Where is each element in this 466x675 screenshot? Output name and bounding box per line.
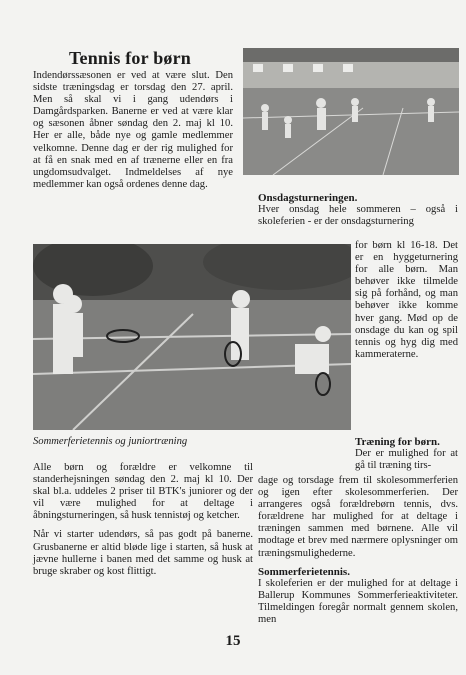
sommer-heading: Sommerferietennis. <box>258 566 350 578</box>
traening-narrow-column <box>355 436 458 472</box>
traening-text-wide: dage og torsdage frem til skolesommerferien og igen efter skolesommerferien. Der arrangeres også forældrebørn tennis, dvs. forældrene har mulighed for at deltage i træningen sammen med børnene. Alle vil modtage et brev med nærmere oplysninger om træningsmulighederne. <box>258 475 458 559</box>
traening-wide-column <box>258 475 458 560</box>
onsdag-narrow-column <box>355 240 458 361</box>
traening-text-narrow: Der er mulighed for at gå til træning tirs- <box>355 448 458 472</box>
page-number: 15 <box>225 633 241 649</box>
intro-paragraph: Indendørssæsonen er ved at være slut. Den sidste træningsdag er torsdag den 27. april. Men så skal vi i gang udendørs i Damgårdsparken. Banerne er ved at være klar og sæsonen åbner søndag den 2. maj kl 10. Her er alle, både nye og gamle medlemmer velkomne. Denne dag er der rig mulighed for at få en snak med en af trænerne eller en fra ungdomsudvalget. Indmeldelses af nye medlemmer kan også ordenes denne dag. <box>33 70 233 190</box>
onsdag-text-wide: Hver onsdag hele sommeren – også i skoleferien - er der onsdagsturnering <box>258 204 458 228</box>
baner-paragraph: Når vi starter udendørs, så pas godt på banerne. Grusbanerne er altid bløde lige i starten, så husk at jævne hullerne i banen med det samme og husk at bruge skraber og kost flittigt. <box>33 529 253 577</box>
photo-tennis-club <box>243 48 459 175</box>
photo-caption: Sommerferietennis og juniortræning <box>33 436 188 447</box>
intro-column <box>33 70 233 198</box>
onsdag-text-narrow: for børn kl 16-18. Det er en hyggeturnering for alle børn. Man behøver ikke tilmelde sig på forhånd, og man behøver ikke komme hver gang. Mød op de onsdage du kan og spil tennis og hyg dig med kammeraterne. <box>355 240 458 360</box>
traening-heading: Træning for børn. <box>355 436 440 448</box>
onsdag-section <box>258 192 458 228</box>
sommer-section <box>258 566 458 626</box>
standerhejsning-paragraph: Alle børn og forældre er velkomne til standerhejsningen søndag den 2. maj kl 10. Der skal bl.a. uddeles 2 priser til BTK's juniorer og der vil være mulighed for at deltage i åbningsturneringen, så husk tennistøj og ketcher. <box>33 462 253 522</box>
onsdag-heading: Onsdagsturneringen. <box>258 192 358 204</box>
left-bottom-column <box>33 462 253 585</box>
photo-children-playing <box>33 244 351 430</box>
sommer-text: I skoleferien er der mulighed for at deltage i Ballerup Kommunes Sommerferieaktiviteter. Tilmeldingen foregår normalt gennem skolen, men <box>258 578 458 626</box>
article-title: Tennis for børn <box>68 48 192 68</box>
